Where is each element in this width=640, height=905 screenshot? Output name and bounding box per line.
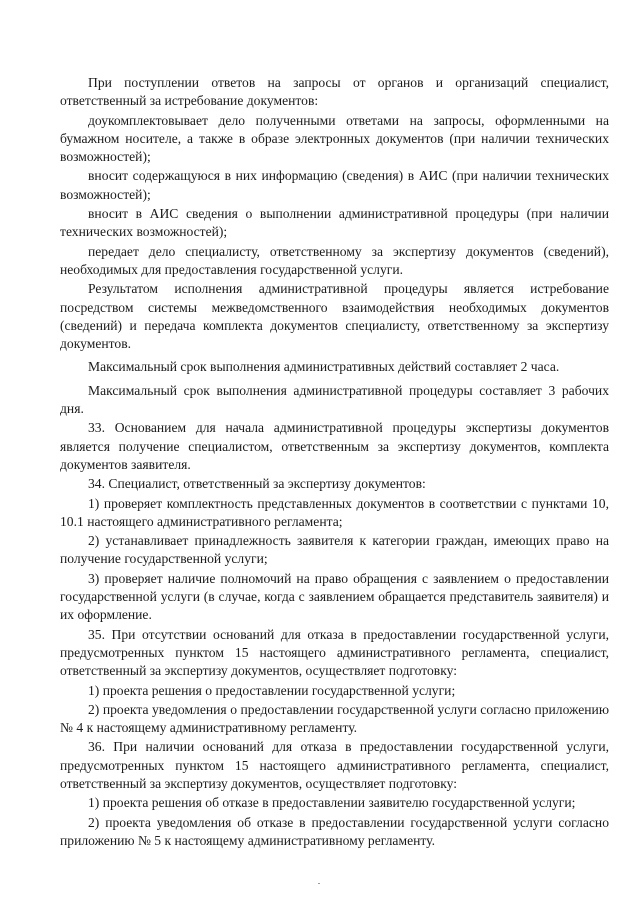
paragraph-responses-received: При поступлении ответов на запросы от органов и организаций специалист, ответственный за истребование документов: (60, 75, 609, 109)
paragraph-item-36-1: 1) проекта решения об отказе в предоставлении заявителю государственной услуги; (88, 795, 576, 811)
paragraph-item-33: 33. Основанием для начала административной процедуры экспертизы документов является получение специалистом, ответственным за экспертизу документов, комплекта документов заявителя. (60, 420, 609, 472)
paragraph-item-34: 34. Специалист, ответственный за экспертизу документов: (88, 476, 426, 492)
paragraph-enter-procedure-info: вносит в АИС сведения о выполнении административной процедуры (при наличии технических возможностей); (60, 206, 609, 240)
paragraph-procedure-result: Результатом исполнения административной процедуры является истребование посредством системы межведомственного взаимодействия необходимых документов (сведений) и передача комплекта документов специалисту, ответственному за экспертизу документов. (60, 281, 609, 352)
paragraph-max-actions-time: Максимальный срок выполнения административных действий составляет 2 часа. (88, 359, 560, 375)
document-body (60, 74, 609, 851)
paragraph-item-36: 36. При наличии оснований для отказа в предоставлении государственной услуги, предусмотренных пунктом 15 настоящего административного регламента, специалист, ответственный за экспертизу документов, осуществляет подготовку: (60, 739, 609, 791)
paragraph-item-34-2: 2) устанавливает принадлежность заявителя к категории граждан, имеющих право на получение государственной услуги; (60, 533, 609, 567)
paragraph-item-34-1: 1) проверяет комплектность представленных документов в соответствии с пунктами 10, 10.1 настоящего административного регламента; (60, 495, 609, 529)
paragraph-item-34-3: 3) проверяет наличие полномочий на право обращения с заявлением о предоставлении государственной услуги (в случае, когда с заявлением обращается представитель заявителя) и их оформление. (60, 570, 609, 623)
paragraph-max-procedure-time: Максимальный срок выполнения административной процедуры составляет 3 рабочих дня. (60, 382, 609, 417)
paragraph-item-35-1: 1) проекта решения о предоставлении государственной услуги; (88, 682, 456, 698)
paragraph-pass-case: передает дело специалисту, ответственному за экспертизу документов (сведений), необходимых для предоставления государственной услуги. (60, 243, 609, 277)
paragraph-complete-case: доукомплектовывает дело полученными ответами на запросы, оформленными на бумажном носителе, а также в образе электронных документов (при наличии технических возможностей); (60, 112, 609, 165)
paragraph-item-36-2: 2) проекта уведомления об отказе в предоставлении государственной услуги согласно приложению № 5 к настоящему административному регламенту. (60, 814, 609, 848)
paragraph-enter-information: вносит содержащуюся в них информацию (сведения) в АИС (при наличии технических возможностей); (60, 168, 609, 202)
paragraph-item-35: 35. При отсутствии оснований для отказа в предоставлении государственной услуги, предусмотренных пунктом 15 настоящего административного регламента, специалист, ответственный за экспертизу документов, осуществляет подготовку: (60, 626, 609, 679)
paragraph-item-35-2: 2) проекта уведомления о предоставлении государственной услуги согласно приложению № 4 к настоящему административному регламенту. (60, 701, 609, 736)
scan-speck (318, 883, 320, 884)
